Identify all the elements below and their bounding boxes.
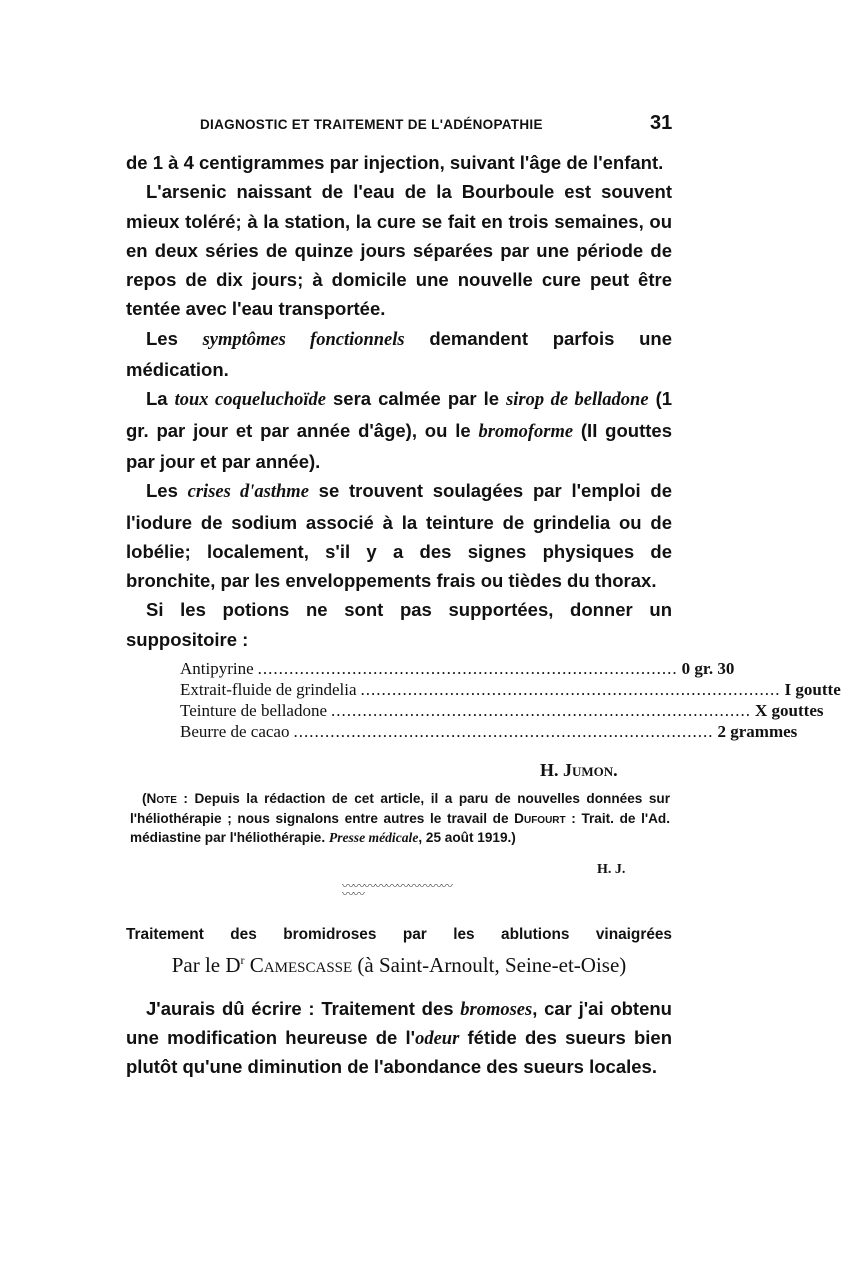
- paragraph-3: [126, 324, 672, 385]
- ingredient-name: Teinture de belladone: [180, 701, 328, 720]
- editor-note: [130, 789, 670, 848]
- text-span: La: [146, 388, 175, 410]
- article-title: Traitement des bromidroses par les ablutions vinaigrées: [126, 926, 672, 943]
- italic-term: bromoforme: [478, 421, 574, 442]
- note-signature: H. J.: [597, 862, 626, 877]
- text-span: demandent parfois une médication.: [126, 327, 672, 381]
- note-author: Dufourt: [514, 810, 566, 826]
- text-span: (II gouttes par jour et par année).: [126, 419, 672, 472]
- text-span: J'aurais dû écrire : Traitement des: [146, 998, 461, 1019]
- text-span: Les: [146, 480, 188, 502]
- text-span: Par le D: [171, 953, 241, 977]
- text-span: se trouvent soulagées par l'emploi de l'iodure de sodium associé à la teinture de grindelia ou de lobélie; localement, s'il y a des signes physiques de bronchite, par les enveloppements frais ou tièdes du thorax.: [126, 480, 672, 592]
- text-span: , car j'ai obtenu une modification heureuse de l': [126, 998, 672, 1048]
- text-span: (à Saint-Arnoult, Seine-et-Oise): [352, 953, 627, 977]
- dot-leader: [293, 721, 713, 742]
- superscript: r: [240, 953, 245, 967]
- ingredient-quantity: 0 gr. 30: [681, 659, 735, 678]
- byline-author: Camescasse: [249, 953, 353, 977]
- ingredient-name: Antipyrine: [180, 659, 254, 678]
- ingredient-quantity: 2 grammes: [717, 722, 798, 741]
- note-label: Note: [146, 791, 177, 806]
- italic-term: odeur: [415, 1029, 460, 1049]
- paragraph-6: Si les potions ne sont pas supportées, donner un suppositoire :: [126, 599, 672, 650]
- text-span: : Trait. de l'Ad. médiastine par l'héliothérapie.: [130, 810, 671, 845]
- running-title: DIAGNOSTIC ET TRAITEMENT DE L'ADÉNOPATHIE: [200, 117, 543, 132]
- dot-leader: [361, 679, 781, 700]
- paragraph-2: L'arsenic naissant de l'eau de la Bourboule est souvent mieux toléré; à la station, la cure se fait en trois semaines, ou en deux séries de quinze jours séparées par une période de repos de dix jours; à domicile une nouvelle cure peut être tentée avec l'eau transportée.: [126, 181, 672, 320]
- italic-term: crises d'asthme: [187, 482, 309, 503]
- ingredient-quantity: I goutte: [784, 680, 841, 699]
- signature-initial: H.: [540, 760, 564, 780]
- italic-term: sirop de belladone: [506, 390, 649, 411]
- paragraph-5: [126, 476, 672, 595]
- text-span: (: [142, 791, 147, 806]
- prescription-row: [180, 679, 841, 700]
- author-signature: [540, 760, 618, 781]
- text-span: , 25 août 1919.): [418, 830, 516, 845]
- text-span: (1 gr. par jour et par année d'âge), ou le: [126, 388, 673, 441]
- article-paragraph: [126, 995, 672, 1081]
- paragraph-4: [126, 384, 672, 476]
- dot-leader: [331, 700, 751, 721]
- ingredient-name: Extrait-fluide de grindelia: [180, 680, 357, 699]
- ingredient-name: Beurre de cacao: [180, 722, 290, 741]
- article-byline: [126, 953, 672, 978]
- ingredient-quantity: X gouttes: [755, 701, 824, 720]
- italic-term: symptômes fonctionnels: [202, 329, 405, 350]
- italic-term: toux coqueluchoïde: [174, 390, 327, 411]
- section-divider: 〰〰〰〰〰〰〰〰〰〰〰〰: [342, 879, 453, 901]
- main-text: [126, 148, 672, 654]
- text-span: : Depuis la rédaction de cet article, il a paru de nouvelles données sur l'héliothérapie ; nous signalons entre autres le travail de: [130, 791, 670, 826]
- text-span: Les: [146, 327, 203, 349]
- text-span: fétide des sueurs bien plutôt qu'une diminution de l'abondance des sueurs locales.: [126, 1027, 672, 1077]
- signature-name: Jumon.: [563, 760, 618, 780]
- page-number: 31: [650, 112, 673, 134]
- dot-leader: [258, 658, 678, 679]
- journal-title: Presse médicale: [328, 830, 419, 845]
- prescription-row: [180, 700, 824, 721]
- paragraph-1: de 1 à 4 centigrammes par injection, suivant l'âge de l'enfant.: [126, 152, 664, 173]
- prescription-row: [180, 658, 735, 679]
- text-span: sera calmée par le: [326, 388, 507, 410]
- italic-term: bromoses: [460, 1000, 533, 1020]
- prescription-list: [180, 658, 841, 742]
- prescription-row: [180, 721, 798, 742]
